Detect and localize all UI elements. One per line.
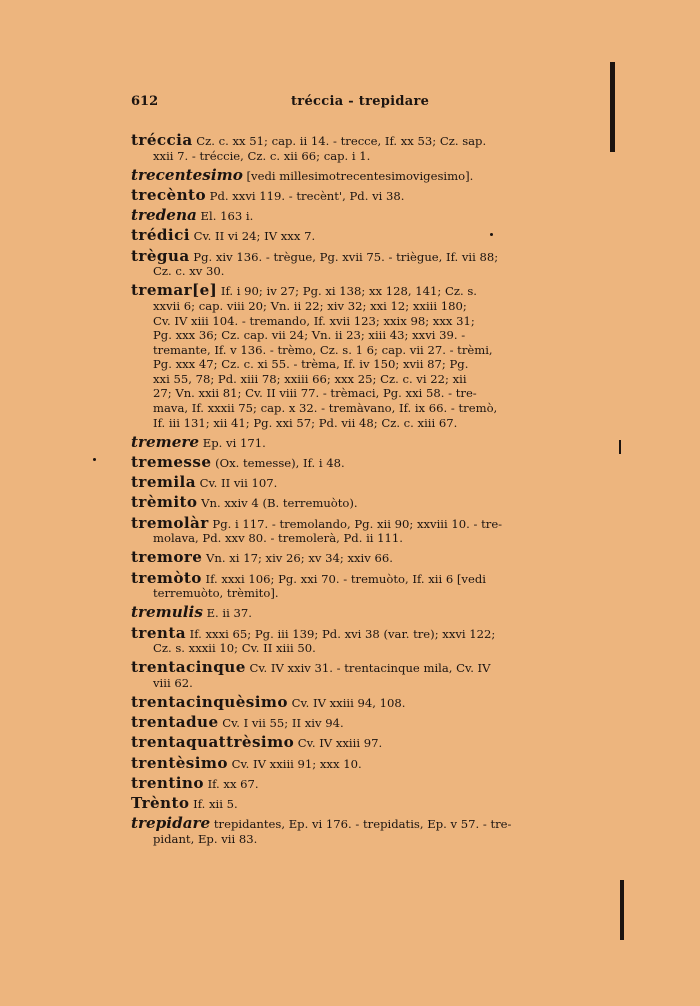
dictionary-entry [131,475,593,491]
entry-headword: tremulis [131,603,203,622]
dictionary-entry [131,283,593,430]
dictionary-entry [131,495,593,511]
entry-headword: trentino [131,773,204,792]
entry-line: Pg. xiv 136. - trègue, Pg. xvii 75. - triègue, If. vii 88; [193,249,499,264]
entry-line: Ep. vi 171. [202,435,266,450]
entry-line: E. ii 37. [206,606,252,621]
dictionary-entry [131,165,593,184]
entry-headword: tremesse [131,453,212,472]
entry-line: terremuòto, trèmito]. [153,586,279,601]
entry-headword: tremar[e] [131,281,218,300]
entry-line: (Ox. temesse), If. i 48. [215,456,345,471]
entry-line: [vedi millesimotrecentesimovigesimo]. [246,168,474,183]
entry-line: If. xxxi 65; Pg. iii 139; Pd. xvi 38 (var. tre); xxvi 122; [189,626,496,641]
dictionary-entry [131,816,593,846]
entry-line: Vn. xxiv 4 (B. terremuòto). [201,496,358,511]
entry-line: Cz. s. xxxii 10; Cv. II xiii 50. [153,641,316,656]
dictionary-entry [131,695,593,711]
entry-headword: trentadue [131,713,219,732]
margin-rule-mid [619,440,621,454]
entry-headword: trepidare [131,814,211,833]
entry-line: xxii 7. - tréccie, Cz. c. xii 66; cap. i 1. [153,148,371,163]
dictionary-entry [131,735,593,751]
dictionary-entry [131,228,593,244]
scan-dot [93,458,96,461]
entry-line: Cv. II vii 107. [199,476,278,491]
dictionary-entry [131,432,593,451]
margin-rule-top [610,62,615,152]
dictionary-entry [131,246,593,279]
entry-line: If. xii 5. [193,797,238,812]
page-header [131,94,593,114]
page-number: 612 [131,94,159,109]
entry-line: If. iii 131; xii 41; Pg. xxi 57; Pd. vii 48; Cz. c. xiii 67. [153,415,458,430]
entry-line: tremante, If. v 136. - trèmo, Cz. s. 1 6; cap. vii 27. - trèmi, [153,342,493,357]
entry-line: Cv. IV xiii 104. - tremando, If. xvii 123; xxix 98; xxx 31; [153,313,475,328]
entry-line: Cv. II vi 24; IV xxx 7. [193,229,316,244]
dictionary-entry [131,715,593,731]
entry-line: 27; Vn. xxii 81; Cv. II viii 77. - trèmaci, Pg. xxi 58. - tre- [153,386,477,401]
entry-headword: tremòto [131,568,202,587]
entry-line: Cv. IV xxiii 97. [297,736,383,751]
dictionary-entry [131,753,593,772]
entry-line: Cz. c. xx 51; cap. ii 14. - trecce, If. xx 53; Cz. sap. [196,134,487,148]
entry-line: Cv. IV xxiv 31. - trentacinque mila, Cv. IV [249,661,491,676]
entry-line: If. i 90; iv 27; Pg. xi 138; xx 128, 141; Cz. s. [220,284,477,299]
dictionary-entries [131,133,593,851]
dictionary-entry [131,185,593,204]
entry-headword: trèmito [131,493,198,512]
entry-line: Pg. xxx 47; Cz. c. xi 55. - trèma, If. iv 150; xvii 87; Pg. [153,357,469,372]
entry-headword: trentacinque [131,658,246,677]
entry-line: Cv. IV xxiii 91; xxx 10. [231,756,362,771]
entry-headword: Trènto [131,794,190,813]
dictionary-entry [131,208,593,224]
margin-rule-bottom [620,880,624,940]
entry-headword: tredena [131,206,197,225]
entry-headword: trenta [131,623,186,642]
entry-headword: trédici [131,226,190,245]
entry-line: mava, If. xxxii 75; cap. x 32. - tremàvano, If. ix 66. - tremò, [153,401,498,416]
dictionary-entry [131,133,593,163]
dictionary-entry [131,773,593,792]
entry-line: viii 62. [153,675,193,690]
entry-headword: tremere [131,432,200,451]
scan-dot [490,233,493,236]
running-head: tréccia - trepidare [291,94,430,109]
dictionary-entry [131,660,593,690]
dictionary-entry [131,550,593,566]
entry-line: pidant, Ep. vii 83. [153,831,258,846]
entry-headword: trecentesimo [131,165,243,184]
entry-headword: tremila [131,473,196,492]
entry-headword: trentèsimo [131,753,228,772]
entry-line: Pd. xxvi 119. - trecènt', Pd. vi 38. [209,188,405,203]
dictionary-entry [131,455,593,471]
entry-line: Vn. xi 17; xiv 26; xv 34; xxiv 66. [206,551,393,566]
entry-headword: tréccia [131,131,193,149]
entry-line: Cz. c. xv 30. [153,264,225,279]
entry-line: If. xx 67. [207,776,259,791]
entry-line: Cv. I vii 55; II xiv 94. [222,716,344,731]
entry-line: trepidantes, Ep. vi 176. - trepidatis, Ep. v 57. - tre- [213,817,512,832]
entry-line: molava, Pd. xxv 80. - tremolerà, Pd. ii 111. [153,531,403,546]
entry-line: xxvii 6; cap. viii 20; Vn. ii 22; xiv 32; xxi 12; xxiii 180; [153,298,467,313]
dictionary-entry [131,568,593,601]
entry-line: Cv. IV xxiii 94, 108. [291,696,406,711]
dictionary-entry [131,796,593,812]
entry-headword: trentacinquèsimo [131,693,288,712]
entry-headword: trentaquattrèsimo [131,733,295,752]
dictionary-entry [131,513,593,546]
entry-headword: tremore [131,548,203,567]
entry-line: El. 163 i. [200,209,254,224]
entry-line: If. xxxi 106; Pg. xxi 70. - tremuòto, If. xii 6 [vedi [205,571,486,586]
entry-line: Pg. xxx 36; Cz. cap. vii 24; Vn. ii 23; xiii 43; xxvi 39. - [153,328,466,343]
entry-headword: tremolàr [131,513,209,532]
entry-headword: trecènto [131,185,206,204]
dictionary-entry [131,623,593,656]
entry-line: Pg. i 117. - tremolando, Pg. xii 90; xxviii 10. - tre- [212,516,503,531]
dictionary-entry [131,605,593,621]
entry-headword: trègua [131,246,190,265]
entry-line: xxi 55, 78; Pd. xiii 78; xxiii 66; xxx 25; Cz. c. vi 22; xii [153,371,467,386]
